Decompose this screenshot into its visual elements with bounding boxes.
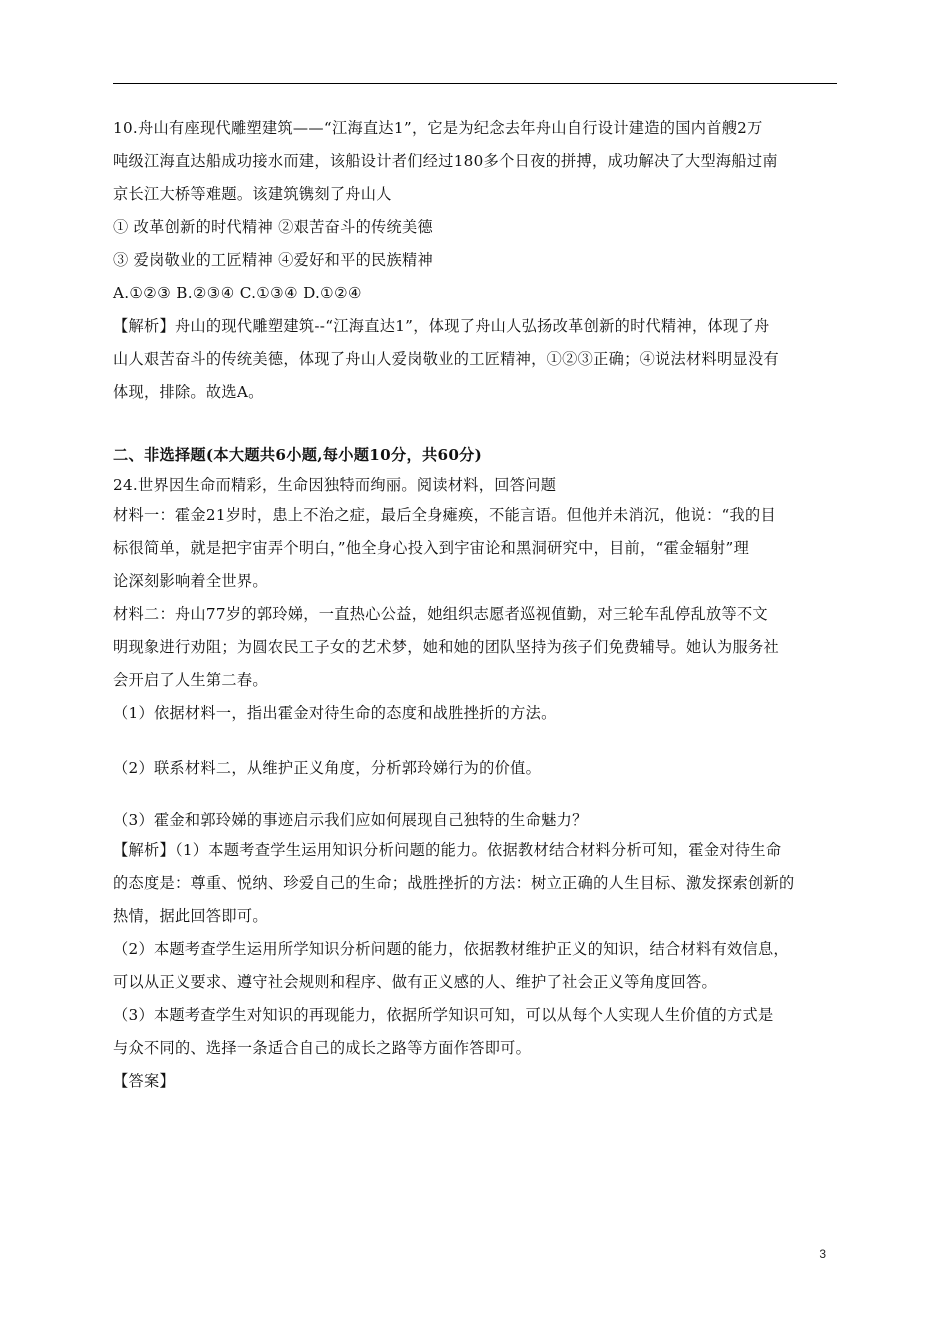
question-24 [113,472,843,1098]
material-1-line-1: 材料一：霍金21岁时，患上不治之症，最后全身瘫痪，不能言语。但他并未消沉，他说：“我的目 [113,506,776,524]
analysis-3-line-1: （3）本题考查学生对知识的再现能力，依据所学知识可知，可以从每个人实现人生价值的方式是 [113,1006,774,1024]
material-2-line-3: 会开启了人生第二春。 [113,671,268,689]
question-10-options-2: ③ 爱岗敬业的工匠精神 ④爱好和平的民族精神 [113,251,434,269]
analysis-2-line-1: （2）本题考查学生运用所学知识分析问题的能力，依据教材维护正义的知识，结合材料有效信息， [113,940,789,958]
question-10-stem-line-1: 10.舟山有座现代雕塑建筑——“江海直达1”，它是为纪念去年舟山自行设计建造的国内首艘2万 [113,119,763,137]
spacer [113,785,843,807]
question-10-choices: A.①②③ B.②③④ C.①③④ D.①②④ [113,284,362,302]
sub-question-2: （2）联系材料二，从维护正义角度，分析郭玲娣行为的价值。 [113,759,542,777]
analysis-1-line-3: 热情，据此回答即可。 [113,907,268,925]
question-10-stem-line-2: 吨级江海直达船成功接水而建，该船设计者们经过180多个日夜的拼搏，成功解决了大型海船过南 [113,152,778,170]
answer-label: 【答案】 [113,1072,175,1090]
spacer [113,730,843,752]
question-10-options-1: ① 改革创新的时代精神 ②艰苦奋斗的传统美德 [113,218,434,236]
material-1-line-2: 标很简单，就是把宇宙弄个明白，”他全身心投入到宇宙论和黑洞研究中，目前，“霍金辐射”理 [113,539,750,557]
sub-question-1: （1）依据材料一，指出霍金对待生命的态度和战胜挫折的方法。 [113,704,557,722]
spacer [113,409,843,439]
question-10-stem-line-3: 京长江大桥等难题。该建筑镌刻了舟山人 [113,185,392,203]
analysis-1-line-1: 【解析】（1）本题考查学生运用知识分析问题的能力。依据教材结合材料分析可知，霍金对待生命 [113,841,782,859]
material-1-line-3: 论深刻影响着全世界。 [113,572,268,590]
header-rule [113,83,837,84]
document-body [113,112,843,1098]
question-24-stem: 24.世界因生命而精彩，生命因独特而绚丽。阅读材料，回答问题 [113,476,557,494]
analysis-3-line-2: 与众不同的、选择一条适合自己的成长之路等方面作答即可。 [113,1039,532,1057]
question-10-analysis-line-1: 【解析】舟山的现代雕塑建筑--“江海直达1”，体现了舟山人弘扬改革创新的时代精神，体现了舟 [113,317,770,335]
sub-question-3: （3）霍金和郭玲娣的事迹启示我们应如何展现自己独特的生命魅力？ [113,811,588,829]
analysis-2-line-2: 可以从正义要求、遵守社会规则和程序、做有正义感的人、维护了社会正义等角度回答。 [113,973,718,991]
page-number: 3 [819,1247,826,1261]
material-2-line-2: 明现象进行劝阻；为圆农民工子女的艺术梦，她和她的团队坚持为孩子们免费辅导。她认为服务社 [113,638,779,656]
question-10-analysis-line-3: 体现，排除。故选A。 [113,383,264,401]
question-10 [113,112,843,409]
analysis-1-line-2: 的态度是：尊重、悦纳、珍爱自己的生命；战胜挫折的方法：树立正确的人生目标、激发探索创新的 [113,874,795,892]
question-10-analysis-line-2: 山人艰苦奋斗的传统美德，体现了舟山人爱岗敬业的工匠精神，①②③正确；④说法材料明显没有 [113,350,779,368]
material-2-line-1: 材料二：舟山77岁的郭玲娣，一直热心公益，她组织志愿者巡视值勤，对三轮车乱停乱放等不文 [113,605,768,623]
section-heading: 二、非选择题(本大题共6小题,每小题10分，共60分) [113,446,483,464]
